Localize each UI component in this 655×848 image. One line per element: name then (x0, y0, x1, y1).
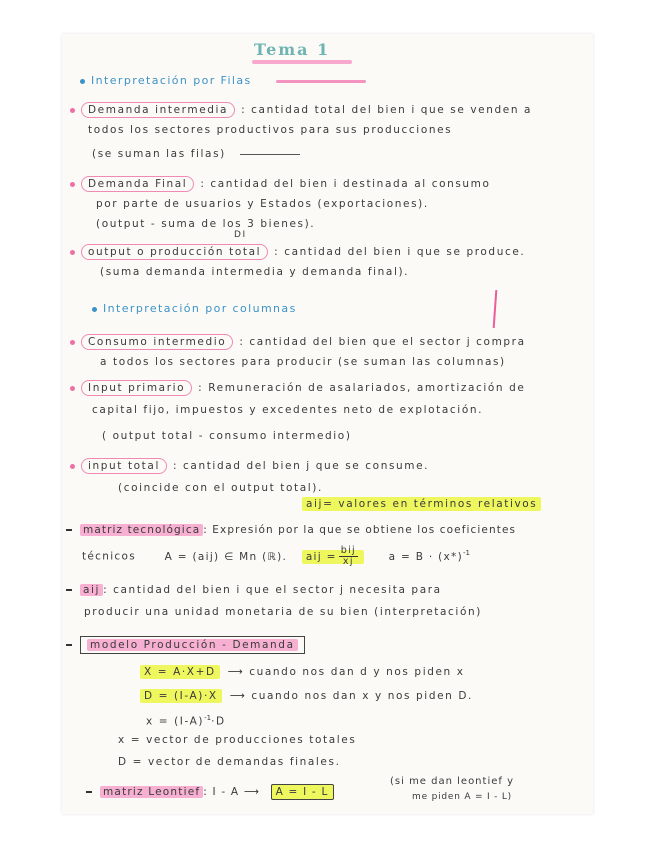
leontief-expr: : I - A ⟶ (203, 786, 261, 798)
term-input-total: input total (81, 458, 167, 474)
aij-def-line1 (66, 584, 442, 596)
input-primario-line1 (70, 380, 525, 396)
demanda-final-line1 (70, 176, 491, 192)
formula-d-text: ⟶ cuando nos dan x y nos piden D. (229, 690, 473, 702)
bullet-dot (70, 386, 75, 391)
formula-2-row (140, 690, 473, 702)
term-matriz-tecnologica: matriz tecnológica (80, 524, 203, 536)
demanda-intermedia-line1 (70, 102, 532, 118)
input-total-line1 (70, 458, 429, 474)
consumo-intermedio-def: : cantidad del bien que el sector j compra (239, 336, 526, 348)
leontief-note-2: me piden A = I - L) (412, 792, 512, 802)
heading-filas-text: Interpretación por Filas (91, 74, 252, 87)
formula-d: D = (I-A)·X (140, 689, 222, 703)
leontief-note-1: (si me dan leontief y (390, 776, 514, 787)
leontief-row (86, 786, 334, 798)
heading-filas (80, 74, 366, 87)
matriz-tecnologica-line1 (66, 524, 516, 536)
filas-note: (se suman las filas) (92, 148, 226, 160)
pink-pen-mark (493, 290, 498, 328)
bullet-dot (70, 182, 75, 187)
aij-note: aij= valores en términos relativos (302, 497, 541, 511)
bullet-dot (70, 108, 75, 113)
bullet-dot (70, 340, 75, 345)
divider-line (240, 154, 300, 155)
bullet-dot (70, 250, 75, 255)
frac-numerator: bij (340, 545, 356, 556)
heading-columnas-text: Interpretación por columnas (103, 302, 297, 315)
dash-mark (66, 644, 72, 646)
matriz-tecnologica-line2 (82, 546, 470, 567)
formula-3-row (146, 714, 226, 728)
input-primario-line3: ( output total - consumo intermedio) (102, 430, 352, 442)
matriz-tecnologica-def: : Expresión por la que se obtiene los coeficientes (203, 524, 517, 536)
dash-mark (66, 589, 72, 591)
demanda-final-line2: por parte de usuarios y Estados (exportaciones). (96, 198, 429, 210)
output-def: : cantidad del bien i que se produce. (274, 246, 526, 258)
page-title: Tema 1 (254, 40, 331, 59)
input-primario-def: : Remuneración de asalariados, amortización de (198, 382, 526, 394)
formula-x-inverse-end: ·D (211, 715, 226, 728)
term-output: output o producción total (81, 244, 268, 260)
demanda-intermedia-line2: todos los sectores productivos para sus producciones (88, 124, 453, 136)
demanda-final-note: (output - suma de los 3 bienes). (96, 218, 316, 230)
formula-1-row (140, 666, 465, 678)
formula-x-text: ⟶ cuando nos dan d y nos piden x (227, 666, 465, 678)
heading-columnas (92, 302, 297, 315)
modelo-label: modelo Producción - Demanda (87, 639, 298, 651)
notebook-page (62, 34, 593, 814)
modelo-box (80, 636, 305, 654)
input-primario-line2: capital fijo, impuestos y excedentes neto de explotación. (92, 404, 484, 416)
bullet-dot (70, 464, 75, 469)
term-leontief: matriz Leontief (100, 786, 203, 798)
consumo-intermedio-line2: a todos los sectores para producir (se suman las columnas) (100, 356, 506, 368)
aij-fraction (339, 546, 358, 567)
output-line1 (70, 244, 525, 260)
di-label: DI (234, 230, 247, 240)
consumo-intermedio-line1 (70, 334, 526, 350)
formula-x: X = A·X+D (140, 665, 220, 679)
output-line2: (suma demanda intermedia y demanda final). (100, 266, 410, 278)
term-demanda-final: Demanda Final (81, 176, 194, 192)
frac-denominator: xj (342, 556, 354, 567)
a-equals-b: a = B · (x*) (388, 550, 463, 563)
dash-mark (66, 529, 72, 531)
tecnicos-text: técnicos (82, 550, 136, 563)
title-underline (252, 60, 352, 64)
dash-mark (86, 791, 92, 793)
term-aij: aij (80, 584, 103, 596)
input-total-line2: (coincide con el output total). (118, 482, 323, 494)
bullet-dot (92, 307, 97, 312)
def-d: D = vector de demandas finales. (118, 756, 341, 768)
demanda-final-def: : cantidad del bien i destinada al consumo (200, 178, 491, 190)
aij-label: aij = (305, 550, 337, 563)
formula-x-inverse-exp: -1 (204, 714, 212, 722)
input-total-def: : cantidad del bien j que se consume. (172, 460, 430, 472)
demanda-intermedia-line3 (92, 148, 300, 160)
term-consumo-intermedio: Consumo intermedio (81, 334, 233, 350)
a-equals-b-exp: -1 (462, 549, 470, 557)
modelo-row (66, 636, 305, 654)
bullet-dot (80, 79, 85, 84)
a-matrix-expr: A = (aij) ∈ Mn (ℝ). (164, 550, 288, 563)
aij-note-row (302, 498, 541, 510)
def-x: x = vector de producciones totales (118, 734, 357, 746)
aij-def-line2: producir una unidad monetaria de su bien (interpretación) (84, 606, 482, 618)
term-input-primario: Input primario (81, 380, 192, 396)
demanda-intermedia-def: : cantidad total del bien i que se venden a (241, 104, 533, 116)
term-demanda-intermedia: Demanda intermedia (81, 102, 235, 118)
demanda-final-line3 (96, 218, 315, 230)
leontief-boxed: A = I - L (271, 784, 334, 800)
pink-underline (276, 80, 366, 83)
formula-x-inverse: x = (I-A) (146, 715, 205, 728)
aij-formula (302, 545, 364, 567)
aij-def: : cantidad del bien i que el sector j necesita para (103, 584, 442, 596)
